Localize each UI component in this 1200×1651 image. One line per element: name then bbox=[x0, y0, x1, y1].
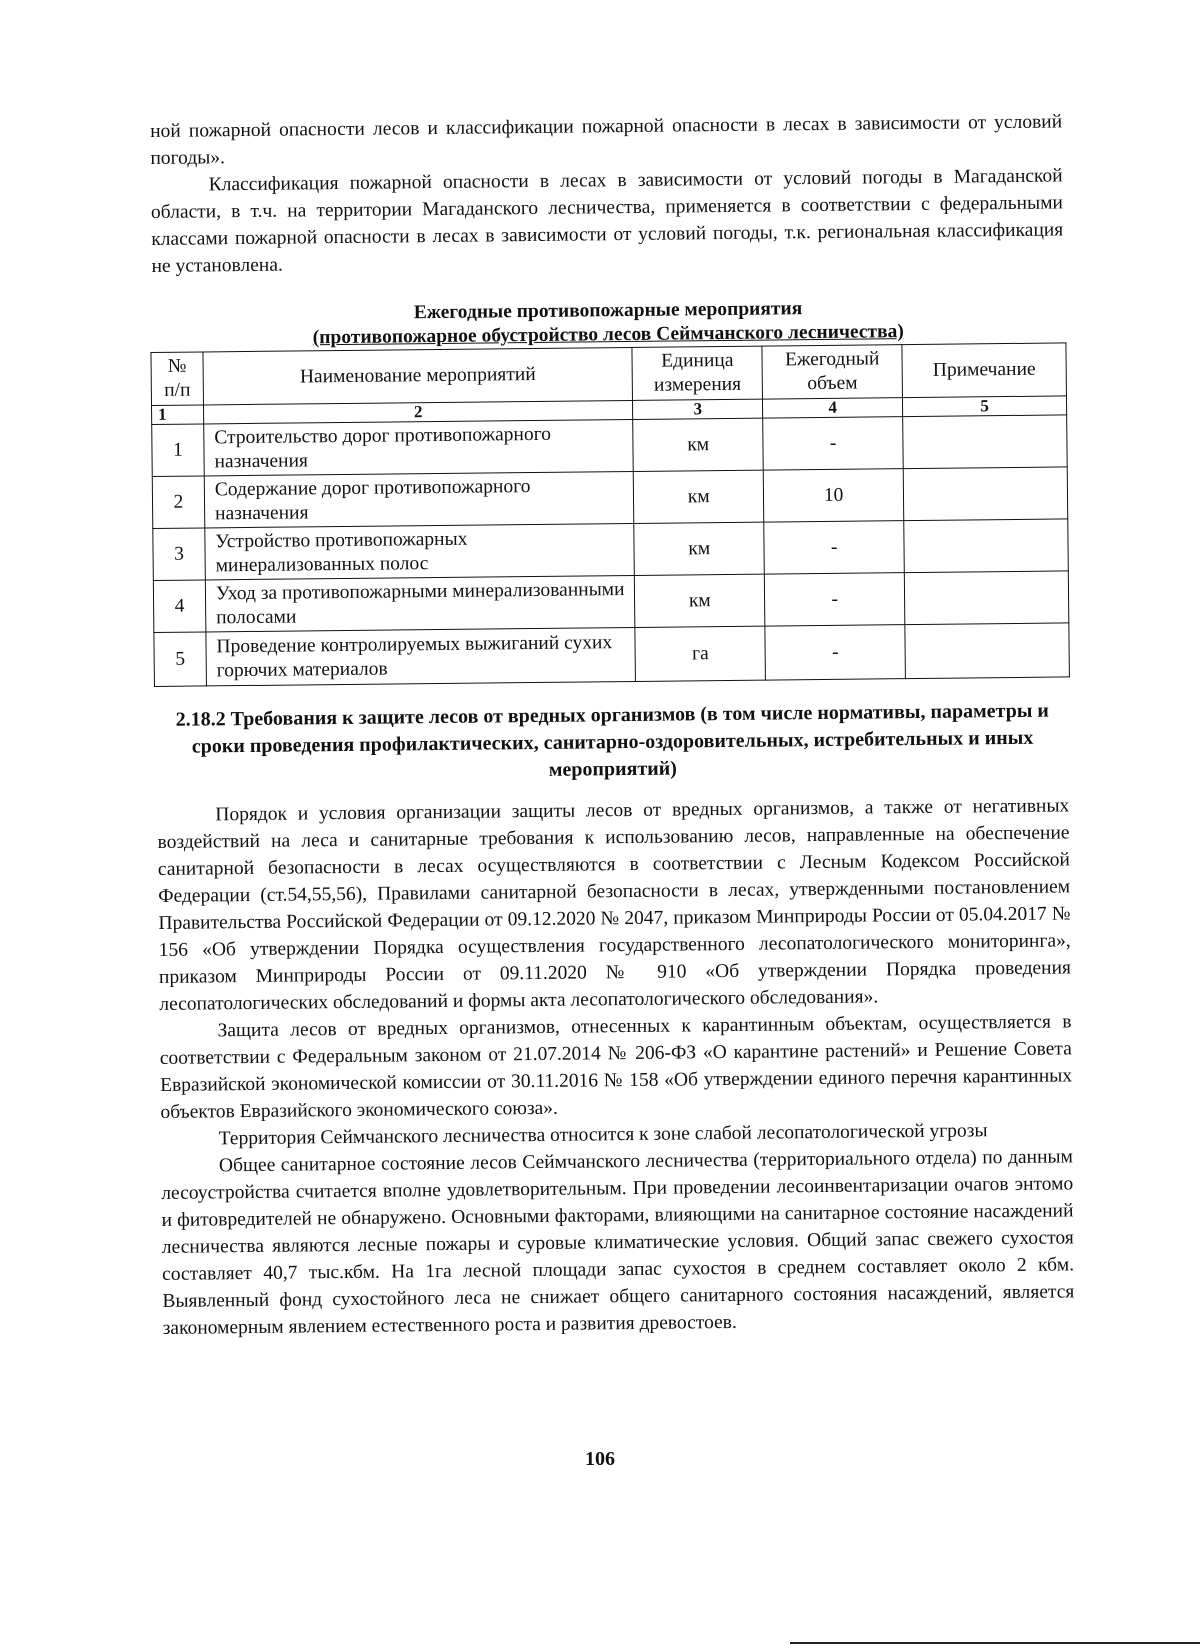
row-name: Устройство противопожарных минерализованных полос bbox=[205, 523, 635, 579]
table-title-line2: (противопожарное обустройство лесов Сеймчанского лесничества) bbox=[312, 321, 904, 349]
header-note: Примечание bbox=[902, 343, 1066, 398]
column-number: 5 bbox=[903, 396, 1067, 417]
row-name: Проведение контролируемых выжиганий сухих горючих материалов bbox=[206, 627, 636, 685]
header-volume: Ежегодный объем bbox=[762, 345, 902, 399]
paragraph-sanitary-state: Общее санитарное состояние лесов Сеймчанского лесничества (территориального отдела) по данным лесоустройства считается вполне удовлетворительным. При проведении лесоинвентаризации очагов энтомо и фитовредителей не обнаружено. Основными факторами, влияющими на санитарное состояние насаждений лесничества являются лесные пожары и суровые климатические условия. Общий запас свежего сухостоя составляет 40,7 тыс.кбм. На 1га лесной площади запас сухостоя в среднем составляет около 2 кбм. Выявленный фонд сухостойного леса не снижает общего санитарного состояния насаждений, является закономерным явлением естественного роста и развития древостоев. bbox=[161, 1146, 1075, 1339]
section-heading: 2.18.2 Требования к защите лесов от вредных организмов (в том числе нормативы, параметры и сроки проведения профилактических, санитарно-оздоровительных, истребительных и иных мероприятий) bbox=[175, 699, 1050, 781]
row-note bbox=[905, 623, 1069, 679]
row-number: 5 bbox=[154, 632, 207, 687]
row-volume: - bbox=[764, 521, 904, 574]
header-number: № п/п bbox=[151, 352, 203, 406]
header-unit: Единица измерения bbox=[632, 346, 762, 400]
table-row bbox=[152, 415, 1067, 477]
row-name: Уход за противопожарными минерализованными полосами bbox=[205, 575, 635, 631]
header-name: Наименование мероприятий bbox=[203, 347, 633, 404]
row-volume: - bbox=[763, 417, 903, 470]
column-number: 4 bbox=[763, 398, 903, 418]
document-page bbox=[150, 108, 1075, 1341]
table-title-line1: Ежегодные противопожарные мероприятия bbox=[413, 298, 803, 324]
paragraph-classification: Классификация пожарной опасности в лесах в зависимости от условий погоды в Магаданской области, в т.ч. на территории Магаданского лесничества, применяется в соответствии с федеральными классами пожарной опасности в лесах в зависимости от условий погоды, т.к. региональная классификация не установлена. bbox=[150, 165, 1064, 277]
table-row bbox=[153, 519, 1068, 581]
row-name: Содержание дорог противопожарного назначения bbox=[204, 471, 634, 527]
column-number: 2 bbox=[203, 400, 633, 423]
row-unit: км bbox=[633, 418, 763, 471]
row-unit: км bbox=[634, 470, 764, 523]
footer-rule bbox=[790, 1642, 1200, 1644]
row-number: 3 bbox=[153, 528, 205, 581]
table-row bbox=[152, 467, 1067, 529]
table-row bbox=[153, 571, 1068, 633]
row-number: 4 bbox=[153, 580, 205, 633]
row-note bbox=[903, 467, 1067, 521]
paragraph-quarantine: Защита лесов от вредных организмов, отнесенных к карантинным объектам, осуществляется в соответствии с Федеральным законом от 21.07.2014 № 206-ФЗ «О карантине растений» и Решение Совета Евразийской экономической комиссии от 30.11.2016 № 158 «Об утверждении единого перечня карантинных объектов Евразийского экономического союза». bbox=[159, 1011, 1073, 1123]
row-volume: 10 bbox=[763, 469, 903, 522]
row-volume: - bbox=[764, 573, 904, 626]
paragraph-continuation: ной пожарной опасности лесов и классификации пожарной опасности в лесах в зависимости от условий погоды». bbox=[150, 111, 1063, 169]
column-number: 3 bbox=[633, 399, 763, 419]
row-unit: га bbox=[635, 626, 765, 681]
page-number: 106 bbox=[585, 1448, 615, 1470]
paragraph-protection-order: Порядок и условия организации защиты лесов от вредных организмов, а также от негативных воздействий на леса и санитарные требования к использованию лесов, направленные на обеспечение санитарной безопасности в лесах осуществляются в соответствии с Лесным Кодексом Российской Федерации (ст.54,55,56), Правилами санитарной безопасности в лесах, утвержденными постановлением Правительства Российской Федерации от 09.12.2020 № 2047, приказом Минприроды России от 05.04.2017 № 156 «Об утверждении Порядка осуществления государственного лесопатологического мониторинга», приказом Минприроды России от 09.11.2020 № 910 «Об утверждении Порядка проведения лесопатологических обследований и формы акта лесопатологического обследования». bbox=[157, 795, 1072, 1015]
table-row bbox=[154, 623, 1070, 687]
row-note bbox=[904, 571, 1068, 625]
row-number: 1 bbox=[152, 424, 204, 477]
column-number: 1 bbox=[152, 405, 204, 425]
row-note bbox=[904, 519, 1068, 573]
row-volume: - bbox=[765, 625, 905, 680]
row-number: 2 bbox=[152, 476, 204, 529]
row-name: Строительство дорог противопожарного назначения bbox=[204, 419, 634, 475]
table-header-row bbox=[151, 343, 1067, 406]
paragraph-threat-zone: Территория Сеймчанского лесничества относится к зоне слабой лесопатологической угрозы bbox=[218, 1120, 988, 1150]
row-unit: км bbox=[635, 574, 765, 627]
fire-measures-table bbox=[150, 342, 1069, 687]
row-note bbox=[903, 415, 1067, 469]
row-unit: км bbox=[634, 522, 764, 575]
